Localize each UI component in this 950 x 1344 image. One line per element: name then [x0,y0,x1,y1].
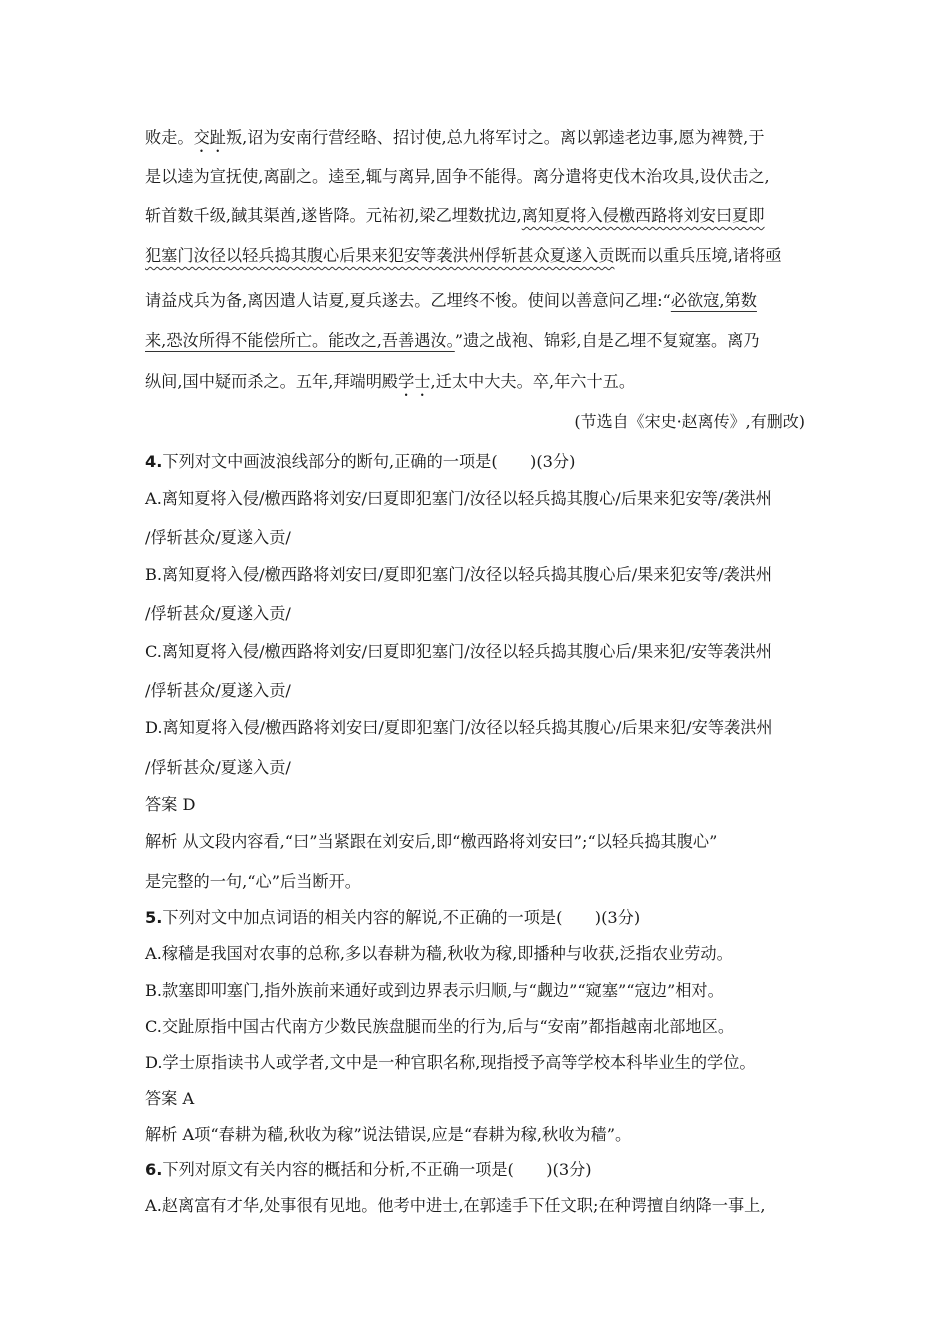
question-5-stem [145,907,640,929]
question-text: 下列对文中画波浪线部分的断句,正确的一项是( )(3分) [162,452,576,471]
q5-option-d: D.学士原指读书人或学者,文中是一种官职名称,现指授予高等学校本科毕业生的学位。 [145,1053,756,1072]
passage-line-6 [145,330,760,352]
q4-option-b-line2: /俘斩甚众/夏遂入贡/ [145,604,291,623]
q4-option-a-line1: A.离知夏将入侵/檄西路将刘安/曰夏即犯塞门/汝径以轻兵捣其腹心/后果来犯安等/袭洪州 [145,489,772,508]
passage-line-4 [145,245,781,267]
question-4-stem [145,451,575,473]
q4-answer: 答案 D [145,795,196,814]
dotted-term-jiaozhi: 交趾 [193,128,226,147]
q4-option-d-line2: /俘斩甚众/夏遂入贡/ [145,758,291,777]
passage-line-5 [145,290,757,312]
q4-option-c-line1: C.离知夏将入侵/檄西路将刘安/曰夏即犯塞门/汝径以轻兵捣其腹心后/果来犯/安等袭洪州 [145,642,772,661]
passage-line-1 [145,127,765,156]
wavy-underlined-text: 离知夏将入侵檄西路将刘安曰夏即 [521,206,765,225]
passage-text: 请益戍兵为备,离因遣人诘夏,夏兵遂去。乙埋终不悛。使间以善意问乙埋:“ [145,291,671,310]
source-citation: (节选自《宋史·赵离传》,有删改) [574,412,805,431]
question-number: 6. [145,1160,163,1179]
underlined-text: 来,恐汝所得不能偿所亡。能改之,吾善遇汝。 [145,331,455,350]
passage-line-7 [145,371,635,400]
question-number: 4. [145,452,163,471]
question-text: 下列对文中加点词语的相关内容的解说,不正确的一项是( )(3分) [162,908,641,927]
passage-text: 败走。 [145,128,194,147]
wavy-underlined-text: 犯塞门汝径以轻兵捣其腹心后果来犯安等袭洪州俘斩甚众夏遂入贡 [145,246,615,265]
passage-text: 纵间,国中疑而杀之。五年,拜端明殿 [145,372,399,391]
q4-option-a-line2: /俘斩甚众/夏遂入贡/ [145,528,291,547]
passage-text: ,迁太中大夫。卒,年六十五。 [430,372,636,391]
underlined-text: 必欲寇,第数 [670,291,757,310]
q5-explanation: 解析 A项“春耕为穑,秋收为稼”说法错误,应是“春耕为稼,秋收为穑”。 [145,1125,632,1144]
passage-text: 斩首数千级,馘其渠酋,遂皆降。元祐初,梁乙埋数扰边, [145,206,522,225]
question-number: 5. [145,908,163,927]
passage-line-2: 是以逵为宣抚使,离副之。逵至,辄与离异,固争不能得。离分遣将吏伐木治攻具,设伏击之, [145,167,770,186]
q4-option-c-line2: /俘斩甚众/夏遂入贡/ [145,681,291,700]
q4-option-b-line1: B.离知夏将入侵/檄西路将刘安曰/夏即犯塞门/汝径以轻兵捣其腹心后/果来犯安等/袭洪州 [145,565,773,584]
q5-option-c: C.交趾原指中国古代南方少数民族盘腿而坐的行为,后与“安南”都指越南北部地区。 [145,1017,735,1036]
passage-line-3 [145,205,765,227]
q5-option-a: A.稼穑是我国对农事的总称,多以春耕为穑,秋收为稼,即播种与收获,泛指农业劳动。 [145,944,733,963]
q4-explanation-line2: 是完整的一句,“心”后当断开。 [145,872,361,891]
passage-text: ”遗之战袍、锦彩,自是乙埋不复窥塞。离乃 [454,331,760,350]
passage-text: 既而以重兵压境,诸将亟 [614,246,782,265]
question-text: 下列对原文有关内容的概括和分析,不正确一项是( )(3分) [162,1160,592,1179]
passage-text: 叛,诏为安南行营经略、招讨使,总九将军讨之。离以郭逵老边事,愿为裨赞,于 [225,128,765,147]
q5-answer: 答案 A [145,1089,195,1108]
question-6-stem [145,1159,592,1181]
q4-option-d-line1: D.离知夏将入侵/檄西路将刘安曰/夏即犯塞门/汝径以轻兵捣其腹心/后果来犯/安等袭洪州 [145,718,773,737]
q4-explanation-line1: 解析 从文段内容看,“曰”当紧跟在刘安后,即“檄西路将刘安曰”;“以轻兵捣其腹心” [145,832,718,851]
q6-option-a-line1: A.赵离富有才华,处事很有见地。他考中进士,在郭逵手下任文职;在种谔擅自纳降一事上, [145,1196,766,1215]
q5-option-b: B.款塞即叩塞门,指外族前来通好或到边界表示归顺,与“觑边”“窥塞”“寇边”相对。 [145,981,724,1000]
dotted-term-xueshi: 学士 [398,372,431,391]
